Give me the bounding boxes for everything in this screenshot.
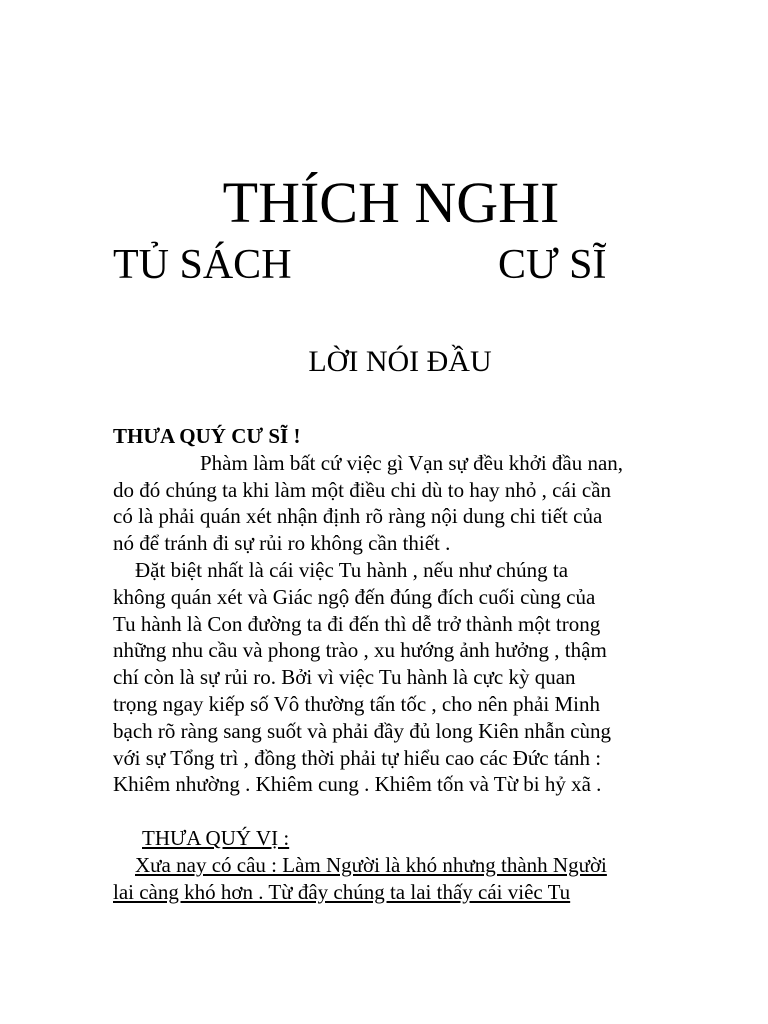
body-text [113,423,673,905]
paragraph-line: Đặt biệt nhất là cái việc Tu hành , nếu như chúng ta [135,557,569,582]
paragraph-line: Tu hành là Con đường ta đi đến thì dễ trở thành một trong [113,611,601,636]
paragraph-line: Phàm làm bất cứ việc gì Vạn sự đều khởi đầu nan, [200,450,624,475]
underlined-line: lai càng khó hơn . Từ đây chúng ta lai thấy cái viêc Tu [113,879,571,904]
greeting-secondary: THƯA QUÝ VỊ : [142,825,290,850]
paragraph-line: với sự Tổng trì , đồng thời phải tự hiểu cao các Đức tánh : [113,745,602,770]
paragraph-line: bạch rõ ràng sang suốt và phải đầy đủ long Kiên nhẫn cùng [113,718,612,743]
paragraph-line: có là phải quán xét nhận định rõ ràng nội dung chi tiết của [113,504,603,529]
underlined-line: Xưa nay có câu : Làm Người là khó nhưng thành Người [135,852,607,877]
paragraph-line: chí còn là sự rủi ro. Bởi vì việc Tu hành là cực kỳ quan [113,665,576,690]
paragraph-line: do đó chúng ta khi làm một điều chi dù to hay nhỏ , cái cần [113,477,612,502]
paragraph-line: những nhu cầu và phong trào , xu hướng ảnh hưởng , thậm [113,638,607,663]
section-heading: LỜI NÓI ĐẦU [308,345,492,378]
document-title: THÍCH NGHI [222,170,560,235]
paragraph-line: nó để tránh đi sự rủi ro không cần thiết . [113,531,451,556]
paragraph-line: trọng ngay kiếp số Vô thường tấn tốc , cho nên phải Minh [113,691,600,716]
subtitle-left: TỦ SÁCH [113,242,292,288]
paragraph-line: Khiêm nhường . Khiêm cung . Khiêm tốn và Từ bi hỷ xã . [113,772,602,797]
subtitle-right: CƯ SĨ [498,242,607,288]
greeting: THƯA QUÝ CƯ SĨ ! [113,424,301,448]
paragraph-line: không quán xét và Giác ngộ đến đúng đích cuối cùng của [113,584,596,609]
blank-line [113,798,673,825]
